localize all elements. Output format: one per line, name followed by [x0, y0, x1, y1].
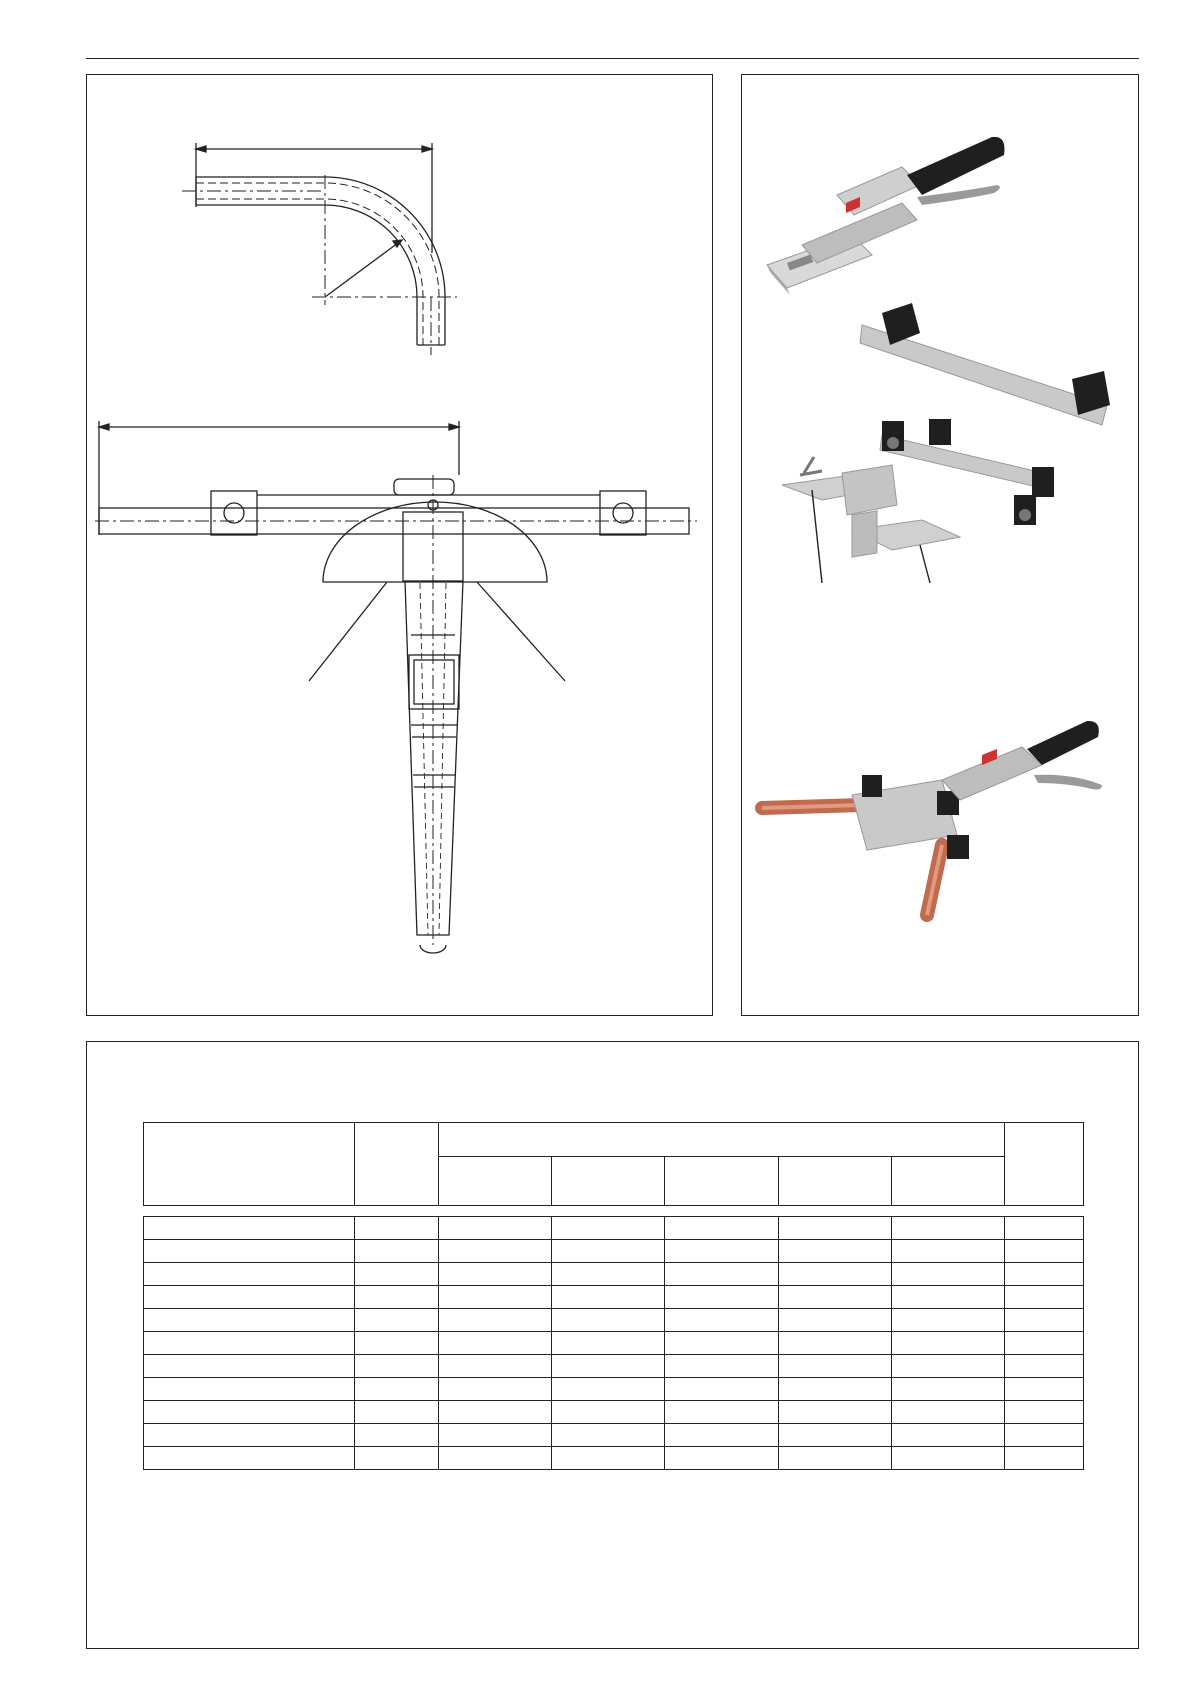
subheader-cell — [439, 1157, 552, 1206]
table-cell — [355, 1309, 439, 1332]
table-cell — [665, 1309, 779, 1332]
table-cell — [1005, 1401, 1084, 1424]
table-cell — [665, 1332, 779, 1355]
subheader-cell — [779, 1157, 892, 1206]
table-cell — [355, 1217, 439, 1240]
table-cell — [552, 1332, 665, 1355]
table-cell — [892, 1424, 1005, 1447]
table-row — [144, 1332, 1084, 1355]
table-cell — [439, 1217, 552, 1240]
table-cell — [552, 1309, 665, 1332]
table-cell — [439, 1424, 552, 1447]
table-cell — [892, 1378, 1005, 1401]
table-cell — [779, 1355, 892, 1378]
table-cell — [355, 1424, 439, 1447]
table-cell — [665, 1263, 779, 1286]
table-cell — [355, 1447, 439, 1470]
table-cell — [665, 1217, 779, 1240]
table-cell — [1005, 1263, 1084, 1286]
table-cell — [779, 1447, 892, 1470]
table-cell — [1005, 1378, 1084, 1401]
subheader-cell — [665, 1157, 779, 1206]
table-header — [143, 1122, 1084, 1206]
table-row — [144, 1447, 1084, 1470]
equipment-photos-figure — [741, 74, 1139, 1016]
table-cell — [779, 1332, 892, 1355]
table-cell — [144, 1240, 355, 1263]
table-cell — [439, 1309, 552, 1332]
table-cell — [144, 1309, 355, 1332]
table-cell — [144, 1263, 355, 1286]
table-cell — [892, 1263, 1005, 1286]
header-cell — [355, 1123, 439, 1206]
table-cell — [665, 1286, 779, 1309]
table-row — [144, 1401, 1084, 1424]
pipe-bend-drawing-icon — [87, 75, 714, 1017]
table-cell — [779, 1286, 892, 1309]
table-cell — [665, 1378, 779, 1401]
table-cell — [1005, 1309, 1084, 1332]
table-cell — [439, 1286, 552, 1309]
table-cell — [144, 1286, 355, 1309]
table-cell — [144, 1332, 355, 1355]
table-cell — [144, 1355, 355, 1378]
table-cell — [144, 1217, 355, 1240]
table-cell — [552, 1355, 665, 1378]
table-cell — [355, 1355, 439, 1378]
table-cell — [665, 1240, 779, 1263]
table-cell — [552, 1401, 665, 1424]
table-cell — [665, 1355, 779, 1378]
table-cell — [439, 1263, 552, 1286]
table-cell — [1005, 1424, 1084, 1447]
table-cell — [552, 1447, 665, 1470]
table-cell — [439, 1355, 552, 1378]
table-cell — [779, 1240, 892, 1263]
table-cell — [439, 1378, 552, 1401]
header-cell — [1005, 1123, 1084, 1206]
table-row — [144, 1378, 1084, 1401]
table-cell — [355, 1240, 439, 1263]
table-cell — [1005, 1240, 1084, 1263]
assembled-bender-with-copper-pipe-icon — [762, 721, 1102, 915]
table-cell — [892, 1447, 1005, 1470]
table-cell — [1005, 1286, 1084, 1309]
table-cell — [892, 1286, 1005, 1309]
header-group-cell — [439, 1123, 1005, 1157]
header-rule — [86, 58, 1139, 59]
table-row — [144, 1263, 1084, 1286]
table-cell — [439, 1447, 552, 1470]
table-row — [144, 1217, 1084, 1240]
frame-bar-icon — [860, 303, 1110, 425]
table-cell — [439, 1240, 552, 1263]
table-cell — [779, 1424, 892, 1447]
table-row — [144, 1240, 1084, 1263]
table-cell — [144, 1424, 355, 1447]
table-cell — [1005, 1447, 1084, 1470]
table-cell — [892, 1355, 1005, 1378]
specification-table — [143, 1122, 1083, 1470]
table-cell — [144, 1401, 355, 1424]
table-cell — [665, 1447, 779, 1470]
table-cell — [779, 1263, 892, 1286]
table-cell — [892, 1309, 1005, 1332]
table-row — [144, 1355, 1084, 1378]
table-cell — [892, 1401, 1005, 1424]
bracket-parts-icon — [782, 457, 960, 583]
table-cell — [892, 1332, 1005, 1355]
table-cell — [779, 1378, 892, 1401]
table-cell — [1005, 1217, 1084, 1240]
table-cell — [892, 1240, 1005, 1263]
table-row — [144, 1424, 1084, 1447]
table-cell — [439, 1332, 552, 1355]
table-cell — [552, 1424, 665, 1447]
table-cell — [355, 1286, 439, 1309]
table-cell — [355, 1263, 439, 1286]
table-cell — [552, 1217, 665, 1240]
subheader-cell — [552, 1157, 665, 1206]
table-cell — [552, 1263, 665, 1286]
table-cell — [355, 1378, 439, 1401]
table-cell — [552, 1378, 665, 1401]
bend-drawing-figure — [86, 74, 713, 1016]
table-cell — [779, 1217, 892, 1240]
header-cell — [144, 1123, 355, 1206]
table-cell — [1005, 1332, 1084, 1355]
table-row — [144, 1286, 1084, 1309]
table-row — [144, 1309, 1084, 1332]
table-cell — [665, 1401, 779, 1424]
table-cell — [144, 1378, 355, 1401]
table-cell — [779, 1309, 892, 1332]
subheader-cell — [892, 1157, 1005, 1206]
table-cell — [552, 1286, 665, 1309]
table-cell — [1005, 1355, 1084, 1378]
table-cell — [892, 1217, 1005, 1240]
table-cell — [779, 1401, 892, 1424]
table-cell — [144, 1447, 355, 1470]
specification-table-panel — [86, 1041, 1139, 1649]
roller-bar-icon — [880, 419, 1054, 525]
table-cell — [355, 1332, 439, 1355]
hydraulic-ram-handle-icon — [767, 137, 1005, 295]
table-cell — [439, 1401, 552, 1424]
table-cell — [552, 1240, 665, 1263]
table-cell — [665, 1424, 779, 1447]
table-body — [143, 1216, 1084, 1470]
table-cell — [355, 1401, 439, 1424]
